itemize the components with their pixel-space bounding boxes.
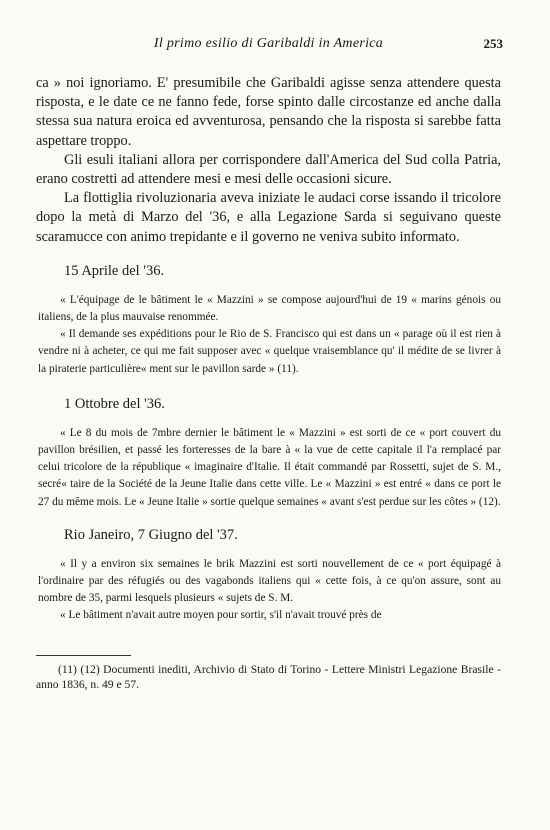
- quote-paragraph: « L'équipage de le bâtiment le « Mazzini » se compose aujourd'hui de 19 « marins génois ou italiens, de la plus mauvaise renommée.: [38, 293, 501, 324]
- quoted-letter: [38, 292, 501, 378]
- running-title: Il primo esilio di Garibaldi in America: [153, 36, 384, 51]
- footnote-rule: [36, 655, 131, 656]
- quote-paragraph: « Il demande ses expéditions pour le Rio de S. Francisco qui est dans un « parage où il est rien à vendre ni à acheter, ce qui me fait supposer avec « quelque vraisemblance qu' il médite de se livrer à la piraterie particulière« ment sur le pavillon sarde » (11).: [38, 328, 501, 375]
- footnote: [36, 662, 501, 693]
- quote-paragraph: « Le 8 du mois de 7mbre dernier le bâtiment le « Mazzini » est sorti de ce « port couvert du pavillon brésilien, et passé les forteresses de la bare à « la vue de cette capitale il l'a remplacé par celui tricolore de la république « imaginaire d'Italie. Il était commandé par Rossetti, sujet de S. M., secré« taire de la Société de la Jeune Italie dans cette ville. Le « Mazzini » est entré « dans ce port le 27 du même mois. Le « Jeune Italie » sortie quelque semaines « avant s'est perdue sur les côtes » (12).: [38, 426, 501, 508]
- quoted-letter: [38, 556, 501, 625]
- main-text: [36, 74, 501, 247]
- paragraph: Gli esuli italiani allora per corrispondere dall'America del Sud colla Patria, erano costretti ad attendere mesi e mesi delle occasioni sicure.: [36, 151, 501, 188]
- quote-paragraph: « Il y a environ six semaines le brik Mazzini est sorti nouvellement de ce « port équipagé à l'ordinaire par des réfugiés ou des vagabonds italiens qui « cette fois, à ce qu'on assure, sont au nombre de 35, parmi lesquels plusieurs « sujets de S. M.: [38, 557, 501, 605]
- section-date: 1 Ottobre del '36.: [64, 395, 165, 412]
- quote-paragraph: « Le bâtiment n'avait autre moyen pour sortir, s'il n'avait trouvé près de: [60, 609, 382, 622]
- page-number: 253: [483, 36, 503, 51]
- section-date: Rio Janeiro, 7 Giugno del '37.: [64, 526, 238, 543]
- section-date: 15 Aprile del '36.: [64, 262, 165, 279]
- footnote-text: (11) (12) Documenti inediti, Archivio di Stato di Torino - Lettere Ministri Legazione Brasile - anno 1836, n. 49 e 57.: [36, 662, 501, 692]
- page: [36, 36, 501, 693]
- paragraph: La flottiglia rivoluzionaria aveva iniziate le audaci corse issando il tricolore dopo la metà di Marzo del '36, e alla Legazione Sarda si seguivano queste scaramucce con animo trepidante e il governo ne veniva subito informato.: [36, 190, 501, 245]
- quoted-letter: [38, 425, 501, 511]
- running-head: [36, 36, 501, 56]
- paragraph: ca » noi ignoriamo. E' presumibile che Garibaldi agisse senza attendere questa risposta, e le date ce ne fanno fede, forse spinto dalle circostanze ed anche dalla stessa sua natura eroica ed avventurosa, pensando che la risposta si sarebbe fatta aspettare troppo.: [36, 75, 501, 149]
